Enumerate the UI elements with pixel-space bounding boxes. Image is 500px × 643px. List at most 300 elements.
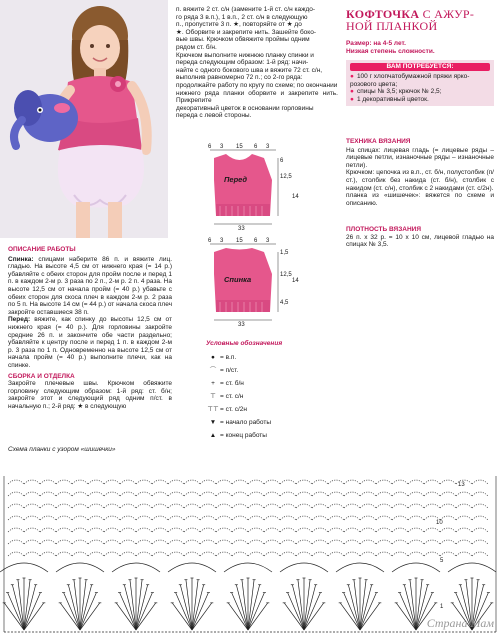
chain-arch: [8, 480, 24, 484]
chain-arch: [56, 528, 72, 532]
chain-arch: [168, 552, 184, 556]
chain-arch: [8, 504, 24, 508]
chain-arch: [216, 552, 232, 556]
chain-arch: [120, 480, 136, 484]
dim-label: 15: [236, 144, 243, 150]
chain-arch: [136, 528, 152, 532]
slip-stitch-icon: ⌒: [209, 366, 217, 374]
chain-arch: [376, 480, 392, 484]
dim-label: 3: [220, 238, 224, 244]
shell-top: [336, 563, 384, 572]
chain-arch: [184, 516, 200, 520]
chain-arch: [152, 552, 168, 556]
chain-arch: [200, 504, 216, 508]
chain-arch: [424, 540, 440, 544]
materials-panel: [346, 60, 494, 106]
end-work-icon: ▲: [209, 431, 217, 439]
legend-label: = начало работы: [220, 418, 272, 426]
legend-label: = п/ст.: [220, 366, 239, 374]
description-block: [8, 246, 172, 410]
text-line: ★. Оборвите и закрепите нить. Зашейте боко-: [176, 28, 316, 36]
chain-arch: [168, 504, 184, 508]
chain-arch: [376, 528, 392, 532]
start-work-icon: ▼: [209, 418, 217, 426]
chain-arch: [264, 504, 280, 508]
chain-arch: [360, 540, 376, 544]
back-label: Спинка: [224, 275, 252, 284]
chain-arch: [72, 492, 88, 496]
chain-arch: [472, 480, 488, 484]
chain-arch: [328, 528, 344, 532]
legend-list: [206, 354, 336, 445]
chain-arch: [360, 528, 376, 532]
chain-arch: [456, 528, 472, 532]
dim-label: 3: [220, 144, 224, 150]
chain-arch: [184, 552, 200, 556]
chain-arch: [360, 504, 376, 508]
row-number: 13: [458, 482, 465, 488]
chain-arch: [136, 540, 152, 544]
chain-arch: [264, 492, 280, 496]
text-line: го ряда 3 в.п.), 1 в.п., 2 ст. с/н в следующую: [176, 13, 308, 21]
text-line: декоративный цветок в основании горловины: [176, 104, 314, 112]
chain-arch: [264, 480, 280, 484]
chain-arch: [40, 516, 56, 520]
chain-arch: [104, 552, 120, 556]
dim-label: 12,5: [280, 272, 292, 278]
dim-label: 3: [266, 238, 270, 244]
chain-arch: [408, 492, 424, 496]
chain-arch: [296, 504, 312, 508]
chain-arch: [136, 516, 152, 520]
treble-crochet-icon: ⊤⊤: [207, 405, 219, 413]
chain-arch: [472, 528, 488, 532]
material-item: ● 1 декоративный цветок.: [350, 96, 490, 104]
chain-arch: [184, 480, 200, 484]
legend-label: = конец работы: [220, 431, 267, 439]
chain-arch: [360, 492, 376, 496]
chain-arch: [200, 540, 216, 544]
chain-arch: [88, 528, 104, 532]
dim-label: 33: [238, 322, 245, 328]
chain-arch: [440, 552, 456, 556]
text-line: нижнего ряда планки оборвите и закрепите нить. Прикрепите: [176, 89, 338, 105]
chain-arch: [136, 552, 152, 556]
chain-arch: [424, 492, 440, 496]
density-heading: ПЛОТНОСТЬ ВЯЗАНИЯ: [346, 226, 421, 233]
chain-arch: [8, 492, 24, 496]
chain-arch: [392, 552, 408, 556]
chain-arch: [328, 480, 344, 484]
chain-arch: [24, 480, 40, 484]
chain-arch: [344, 552, 360, 556]
chain-arch: [424, 504, 440, 508]
chain-arch: [376, 552, 392, 556]
front-paragraph: [8, 316, 172, 369]
chain-arch: [328, 540, 344, 544]
legend-heading: Условные обозначения: [206, 340, 283, 347]
double-crochet-icon: ⊤: [210, 392, 216, 400]
chain-arch: [168, 492, 184, 496]
text-line: продолжайте работу по кругу по схеме; по окончании: [176, 81, 338, 89]
chain-arch: [152, 480, 168, 484]
chain-arch: [232, 552, 248, 556]
chain-arch: [440, 528, 456, 532]
legend-label: = ст. с/2н: [220, 405, 247, 413]
chain-arch: [184, 540, 200, 544]
legend-item: [206, 432, 336, 445]
dim-label: 14: [292, 278, 299, 284]
chain-arch: [408, 504, 424, 508]
technique-heading: ТЕХНИКА ВЯЗАНИЯ: [346, 138, 411, 145]
chain-arch: [72, 528, 88, 532]
chain-arch: [120, 552, 136, 556]
chain-arch: [24, 504, 40, 508]
back-paragraph: [8, 256, 172, 317]
chain-arch: [216, 540, 232, 544]
chain-arch: [312, 504, 328, 508]
dim-label: 6: [280, 158, 284, 164]
chain-arch: [392, 528, 408, 532]
difficulty-text: Низкая степень сложности.: [346, 47, 435, 55]
chain-arch: [248, 552, 264, 556]
chain-arch: [88, 516, 104, 520]
chain-arch: [344, 492, 360, 496]
chain-arch: [120, 516, 136, 520]
chain-arch: [344, 504, 360, 508]
chain-arch: [152, 504, 168, 508]
dim-label: 6: [208, 238, 212, 244]
chain-arch: [440, 480, 456, 484]
chain-arch: [184, 492, 200, 496]
chain-arch: [88, 492, 104, 496]
chain-arch: [360, 516, 376, 520]
chain-arch: [72, 552, 88, 556]
front-label: Перед: [224, 175, 248, 184]
chain-arch: [456, 552, 472, 556]
chain-arch: [312, 516, 328, 520]
chain-arch: [472, 504, 488, 508]
chain-arch: [264, 552, 280, 556]
chain-arch: [72, 504, 88, 508]
size-block: [346, 40, 496, 55]
chain-arch: [472, 492, 488, 496]
chain-arch: [328, 504, 344, 508]
dim-label: 4,5: [280, 300, 289, 306]
chain-arch: [40, 528, 56, 532]
front-label-text: Перед:: [8, 316, 31, 324]
chain-arch: [424, 552, 440, 556]
text-line: вые швы. Крючком обвяжите проймы одним: [176, 36, 310, 44]
chain-arch: [8, 540, 24, 544]
chain-arch: [280, 504, 296, 508]
chain-arch: [88, 540, 104, 544]
chain-arch: [24, 552, 40, 556]
chain-arch: [440, 540, 456, 544]
chain-arch: [248, 480, 264, 484]
top-text: [176, 6, 338, 120]
chain-arch: [344, 480, 360, 484]
photo-illustration: [0, 0, 168, 238]
chain-arch: [392, 480, 408, 484]
chain-arch: [152, 540, 168, 544]
legend-item: [206, 393, 336, 406]
title-line: КОФТОЧКА: [346, 7, 420, 21]
row-number: 5: [440, 558, 444, 564]
chain-arch: [264, 528, 280, 532]
legend-item: [206, 406, 336, 419]
chain-arch: [440, 504, 456, 508]
chain-arch: [280, 528, 296, 532]
title-line: С АЖУР-: [422, 7, 475, 21]
chain-arch: [392, 504, 408, 508]
chain-arch: [24, 516, 40, 520]
chain-arch: [280, 540, 296, 544]
dim-label: 6: [208, 144, 212, 150]
chain-arch: [168, 516, 184, 520]
chain-arch: [120, 504, 136, 508]
legend-label: = в.п.: [220, 353, 237, 361]
chain-arch: [296, 516, 312, 520]
chain-arch: [264, 516, 280, 520]
chain-arch: [120, 492, 136, 496]
chain-arch: [120, 528, 136, 532]
chain-arch: [168, 480, 184, 484]
chain-arch: [216, 504, 232, 508]
crochet-schema-svg: [0, 454, 500, 640]
chain-arch: [472, 540, 488, 544]
dim-label: 14: [292, 194, 299, 200]
text-line: Крючком выполните нижнюю планку спинки и: [176, 51, 314, 59]
chain-arch: [296, 492, 312, 496]
assembly-heading: СБОРКА И ОТДЕЛКА: [8, 372, 75, 380]
chain-arch: [184, 504, 200, 508]
back-label-text: Спинка:: [8, 255, 34, 263]
dim-label: 3: [266, 144, 270, 150]
technique-block: [346, 138, 494, 207]
chain-arch: [280, 516, 296, 520]
chain-arch: [120, 540, 136, 544]
material-item: ● 100 г хлопчатобумажной пряжи ярко-розового цвета;: [350, 73, 490, 88]
chain-arch: [408, 540, 424, 544]
chain-arch: [104, 480, 120, 484]
text-line: переда следующим образом: 1-й ряд: начи-: [176, 59, 309, 67]
chain-arch: [472, 552, 488, 556]
chain-arch: [216, 516, 232, 520]
chain-arch: [216, 480, 232, 484]
text-line: выполнив равномерно 72 п.; со 2-го ряда:: [176, 74, 303, 82]
chain-arch: [72, 516, 88, 520]
chain-arch: [216, 492, 232, 496]
chain-arch: [136, 504, 152, 508]
chain-stitch-icon: ●: [211, 353, 215, 361]
front-text: вяжите, как спинку до высоты 12,5 см от нижнего края (= 40 р.). Для горловины закройте средние 26 п. и закончите обе части раздельно; убавляйте к центру после и перед 1 п. в каждом 2-м р. 3 раза по 1 п. Одновременно на высоте 12,5 см от начала пройм (= 40 р.) выполните плечи, как на спинке.: [8, 316, 172, 369]
chain-arch: [56, 552, 72, 556]
chain-arch: [40, 480, 56, 484]
chain-arch: [184, 528, 200, 532]
chain-arch: [200, 516, 216, 520]
chain-arch: [216, 528, 232, 532]
chain-arch: [200, 552, 216, 556]
row-number: 10: [436, 520, 443, 526]
chain-arch: [376, 492, 392, 496]
chain-arch: [392, 540, 408, 544]
chain-arch: [56, 516, 72, 520]
chain-arch: [232, 480, 248, 484]
shell-top: [448, 563, 496, 572]
chain-arch: [40, 540, 56, 544]
chain-arch: [312, 552, 328, 556]
chain-arch: [408, 552, 424, 556]
chain-arch: [328, 516, 344, 520]
chain-arch: [88, 552, 104, 556]
description-heading: ОПИСАНИЕ РАБОТЫ: [8, 246, 76, 253]
chain-arch: [344, 528, 360, 532]
photo: [0, 0, 168, 238]
chain-arch: [168, 528, 184, 532]
chain-arch: [56, 480, 72, 484]
front-diagram-svg: [200, 144, 310, 234]
legend-label: = ст. с/н: [220, 392, 244, 400]
chain-arch: [296, 552, 312, 556]
chain-arch: [104, 492, 120, 496]
chain-arch: [360, 480, 376, 484]
legend-item: [206, 367, 336, 380]
shell-top: [0, 563, 48, 572]
chain-arch: [296, 540, 312, 544]
chain-arch: [136, 480, 152, 484]
chain-arch: [456, 540, 472, 544]
material-item: ● спицы № 3,5; крючок № 2,5;: [350, 88, 490, 96]
chain-arch: [344, 516, 360, 520]
shell-top: [56, 563, 104, 572]
assembly-text: Закройте плечевые швы. Крючком обвяжите горловину следующим образом: 1-й ряд: ст. б/н; закройте этот и следующий ряд одним п/ст. в начальную п.; 2-й ряд: ★ в следующую: [8, 380, 172, 410]
chain-arch: [8, 552, 24, 556]
chain-arch: [56, 504, 72, 508]
chain-arch: [408, 480, 424, 484]
chain-arch: [232, 540, 248, 544]
shell-top: [392, 563, 440, 572]
dim-label: 1,5: [280, 250, 289, 256]
chain-arch: [152, 528, 168, 532]
row-number: 1: [440, 604, 444, 610]
size-text: Размер: на 4-5 лет.: [346, 40, 406, 47]
chain-arch: [232, 492, 248, 496]
chain-arch: [376, 540, 392, 544]
schema-title: Схема планки с узором «шишечки»: [8, 446, 116, 453]
chain-arch: [248, 504, 264, 508]
chain-arch: [200, 480, 216, 484]
chain-arch: [72, 540, 88, 544]
chain-arch: [232, 504, 248, 508]
watermark: Страна Мам: [426, 616, 494, 630]
chain-arch: [56, 540, 72, 544]
legend: [206, 340, 336, 445]
chain-arch: [24, 528, 40, 532]
chain-arch: [456, 492, 472, 496]
shell-top: [112, 563, 160, 572]
chain-arch: [264, 540, 280, 544]
chain-arch: [152, 492, 168, 496]
text-line: п. вяжите 2 ст. с/н (замените 1-й ст. с/н каждо-: [176, 6, 316, 13]
crochet-schema: [0, 454, 500, 640]
text-line: переда с левой стороны.: [176, 112, 252, 120]
chain-arch: [40, 504, 56, 508]
density-block: [346, 226, 494, 249]
chain-arch: [280, 552, 296, 556]
pattern-title: [346, 8, 496, 32]
chain-arch: [88, 504, 104, 508]
legend-item: [206, 419, 336, 432]
chain-arch: [152, 516, 168, 520]
chain-arch: [104, 516, 120, 520]
chain-arch: [424, 528, 440, 532]
text-line: п., пропустите 3 п. ★, повторяйте от ★ до: [176, 21, 302, 29]
chain-arch: [456, 504, 472, 508]
chain-arch: [200, 528, 216, 532]
chain-arch: [248, 540, 264, 544]
density-text: 26 п. х 32 р. = 10 х 10 см, лицевой гладью на спицах № 3,5.: [346, 233, 494, 249]
legend-label: = ст. б/н: [220, 379, 244, 387]
chain-arch: [440, 492, 456, 496]
chain-arch: [248, 492, 264, 496]
chain-arch: [136, 492, 152, 496]
chain-arch: [40, 492, 56, 496]
chain-arch: [8, 528, 24, 532]
chain-arch: [312, 492, 328, 496]
chain-arch: [392, 516, 408, 520]
chain-arch: [296, 528, 312, 532]
chain-arch: [312, 480, 328, 484]
chain-arch: [8, 516, 24, 520]
chain-arch: [104, 540, 120, 544]
chain-arch: [232, 516, 248, 520]
chain-arch: [88, 480, 104, 484]
shell-top: [224, 563, 272, 572]
single-crochet-icon: +: [211, 379, 215, 387]
technique-text: Крючком: цепочка из в.п., ст. б/н, полустолбик (п/ст.), столбик без накида (ст. б/н), столбик с накидом (ст. с/н), столбик с 2 накидами (ст. с/2н).: [346, 169, 494, 192]
chain-arch: [328, 552, 344, 556]
chain-arch: [296, 480, 312, 484]
back-text: спицами наберите 86 п. и вяжите лиц. гладью. На высоте 4,5 см от нижнего края (= 14 р.) убавляйте с обеих сторон для пройм после и перед 1 п. в каждом 2-м р. 3 раза по 2 п., 2-м р. 2 п. 4 раза. На высоте 12,5 см от начала пройм (= 40 р.) убавьте с обеих сторон для скоса плеч в каждом 2-м р. 2 раза по 5 п. На высоте 14 см (= 44 р.) от начала скоса плеч закройте оставшиеся 38 п.: [8, 255, 173, 316]
chain-arch: [104, 528, 120, 532]
materials-heading: ВАМ ПОТРЕБУЕТСЯ:: [350, 63, 490, 71]
chain-arch: [344, 540, 360, 544]
chain-arch: [424, 480, 440, 484]
legend-item: [206, 354, 336, 367]
dim-label: 15: [236, 238, 243, 244]
chain-arch: [232, 528, 248, 532]
shell-top: [168, 563, 216, 572]
chain-arch: [328, 492, 344, 496]
chain-arch: [104, 504, 120, 508]
chain-arch: [312, 540, 328, 544]
chain-arch: [360, 552, 376, 556]
chain-arch: [248, 516, 264, 520]
chain-arch: [376, 504, 392, 508]
chain-arch: [168, 540, 184, 544]
chain-arch: [280, 480, 296, 484]
legend-item: [206, 380, 336, 393]
technique-text: планка из «шишечек»: вяжется по схеме и описанию.: [346, 192, 494, 207]
chain-arch: [456, 516, 472, 520]
chain-arch: [248, 528, 264, 532]
chain-arch: [312, 528, 328, 532]
chain-arch: [280, 492, 296, 496]
front-diagram: [200, 144, 310, 234]
dim-label: 12,5: [280, 174, 292, 180]
chain-arch: [56, 492, 72, 496]
